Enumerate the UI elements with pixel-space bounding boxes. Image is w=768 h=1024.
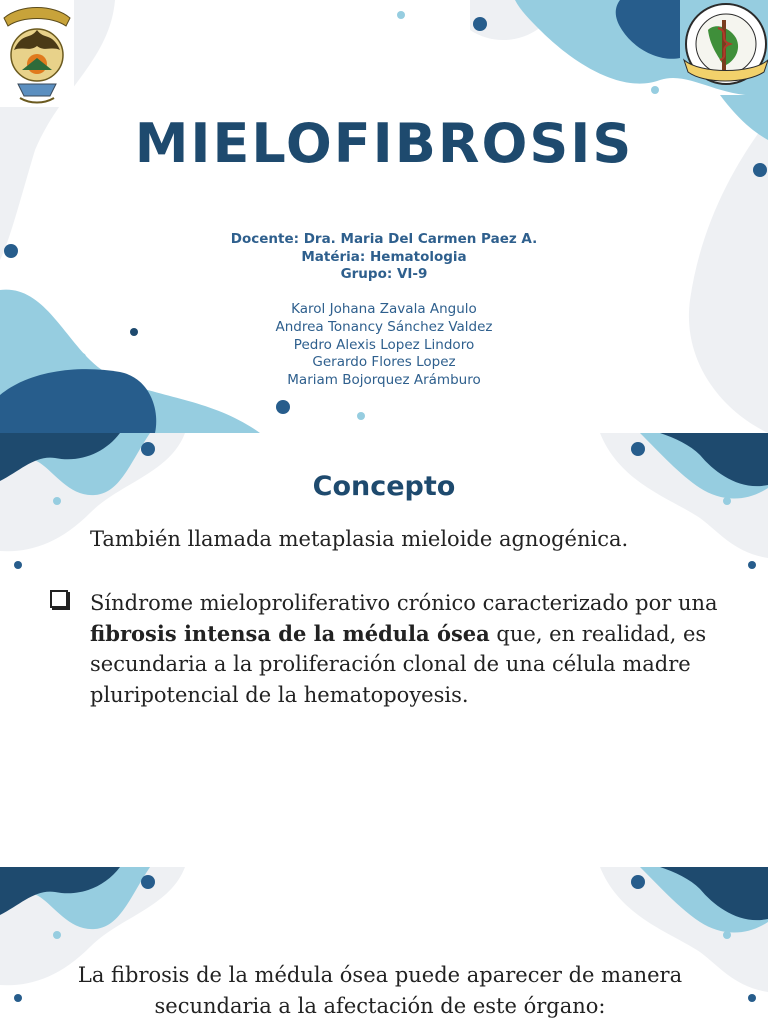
concept-slide xyxy=(0,433,768,867)
dot xyxy=(748,994,756,1002)
dot xyxy=(53,931,61,939)
dot xyxy=(651,86,659,94)
dot xyxy=(631,442,645,456)
author-name: Gerardo Flores Lopez xyxy=(312,354,456,371)
faculty-seal-logo xyxy=(680,0,768,98)
dot xyxy=(276,400,290,414)
presentation-title: MIELOFIBROSIS xyxy=(134,112,634,175)
university-seal-logo xyxy=(0,0,74,107)
bullet-text-part: que, en realidad, es secundaria a la proliferación clonal de una célula madre pluripotencial de la hematopoyesis. xyxy=(90,621,707,707)
checkbox-bullet-icon xyxy=(50,590,68,608)
closing-text: La fibrosis de la médula ósea puede aparecer de manera secundaria a la afectación de este órgano: xyxy=(77,963,683,1018)
course-info xyxy=(0,231,768,284)
bullet-text xyxy=(90,588,720,710)
author-name: Karol Johana Zavala Angulo xyxy=(291,301,477,317)
dot xyxy=(397,11,405,19)
dot xyxy=(748,561,756,569)
dot xyxy=(14,561,22,569)
author-name: Mariam Bojorquez Arámburo xyxy=(287,372,481,389)
docente-line: Docente: Dra. Maria Del Carmen Paez A. xyxy=(230,231,538,247)
dot xyxy=(141,442,155,456)
bullet-text-part: Síndrome mieloproliferativo crónico caracterizado por una xyxy=(90,591,718,615)
dot xyxy=(14,994,22,1002)
grupo-line: Grupo: VI-9 xyxy=(340,266,428,282)
bullet-text-bold: fibrosis intensa de la médula ósea xyxy=(90,620,490,646)
section-heading: Concepto xyxy=(312,471,456,502)
author-list xyxy=(0,301,768,390)
title-slide xyxy=(0,0,768,433)
dot xyxy=(723,931,731,939)
intro-text: También llamada metaplasia mieloide agnogénica. xyxy=(90,527,629,551)
author-name: Pedro Alexis Lopez Lindoro xyxy=(293,336,475,353)
materia-line: Matéria: Hematologia xyxy=(301,248,467,265)
dot xyxy=(473,17,487,31)
dot xyxy=(141,875,155,889)
dot xyxy=(631,875,645,889)
author-name: Andrea Tonancy Sánchez Valdez xyxy=(275,318,493,335)
continuation-slide xyxy=(0,867,768,1024)
dot xyxy=(357,412,365,420)
